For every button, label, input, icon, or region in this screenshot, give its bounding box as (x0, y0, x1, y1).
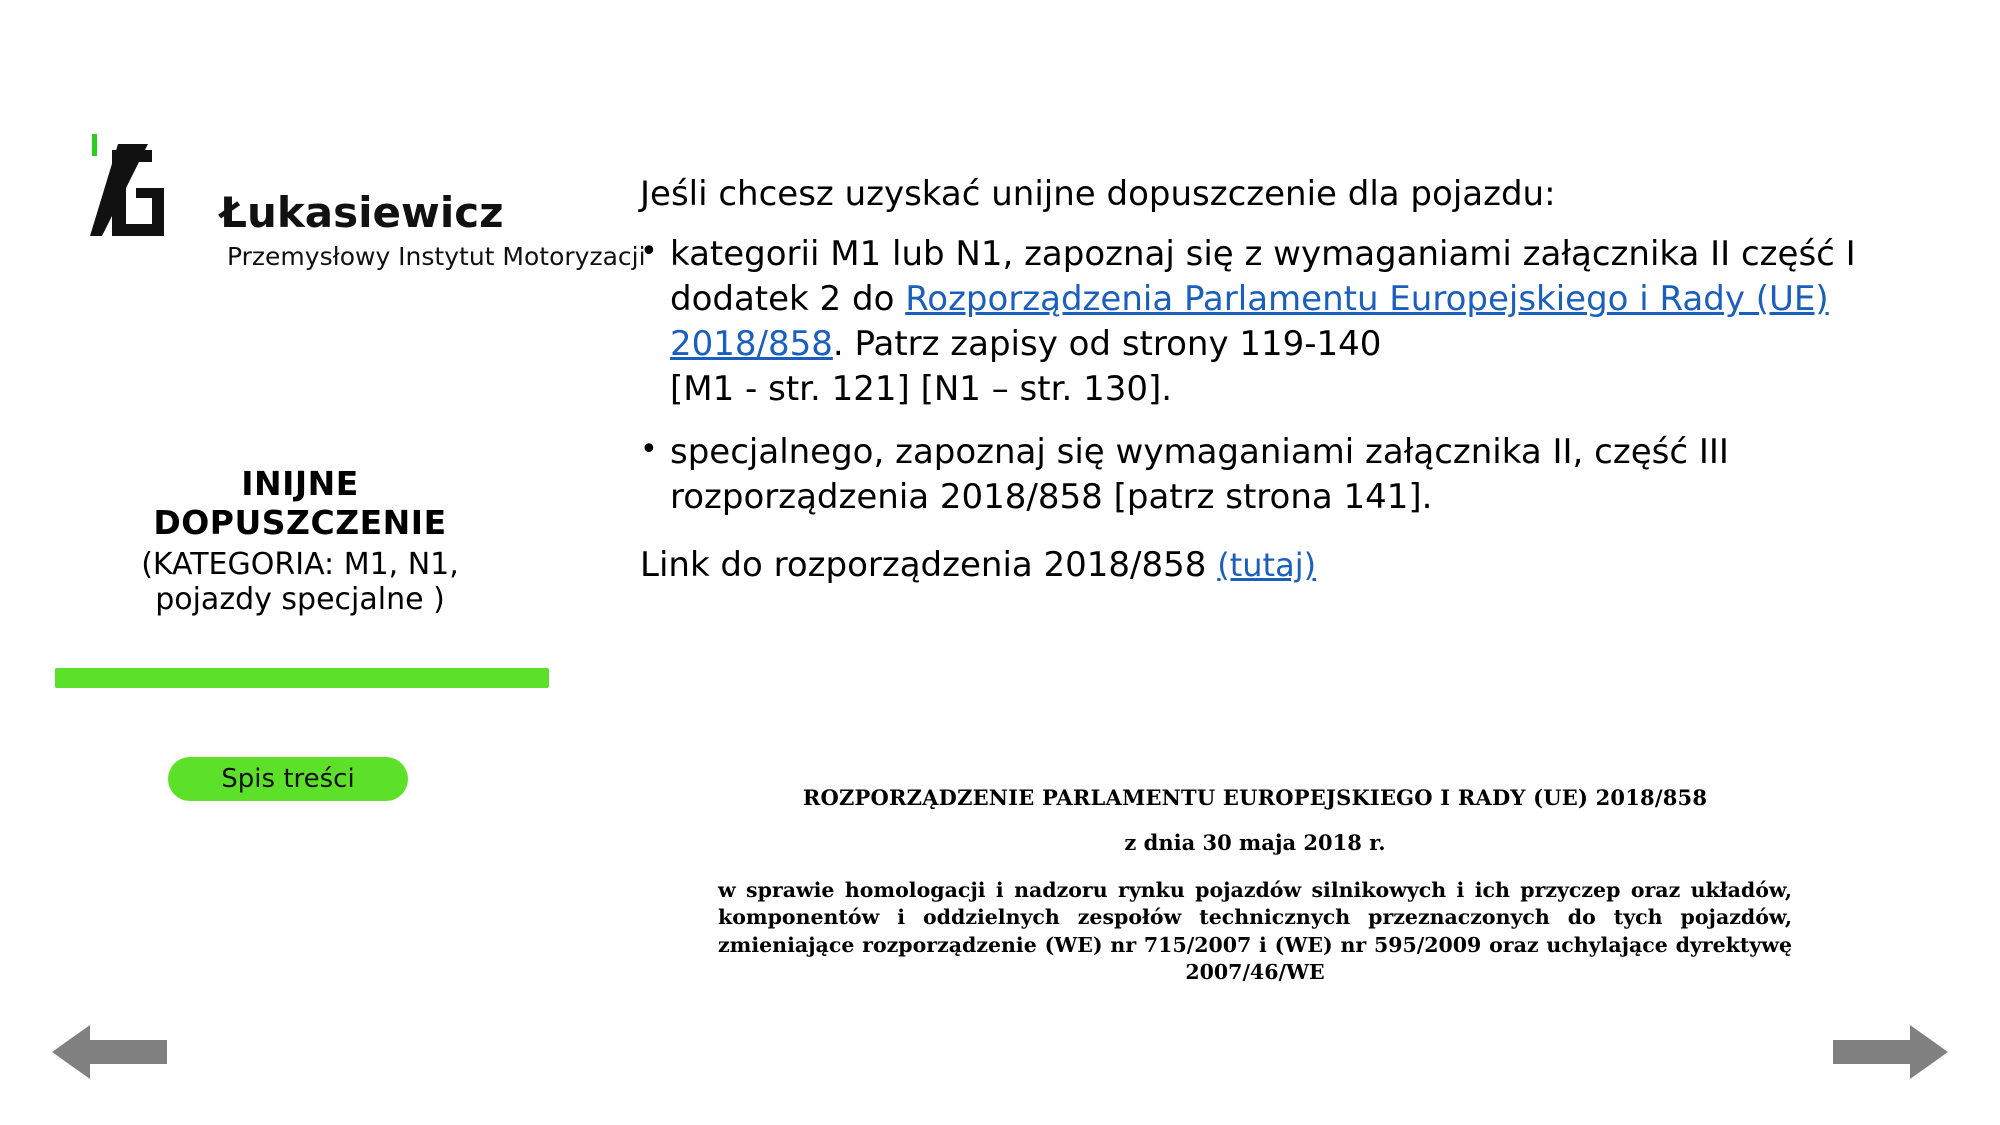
regulation-excerpt-image (690, 785, 1820, 986)
bullet-1-part3: [M1 - str. 121] [N1 – str. 130]. (670, 368, 1173, 409)
left-column (0, 0, 646, 1125)
regulation-link-line (640, 543, 1910, 587)
bullet-item-1-text (670, 232, 1910, 412)
regulation-link-prefix: Link do rozporządzenia 2018/858 (640, 545, 1218, 586)
title-sub-line2: pojazdy specjalne ) (155, 582, 445, 618)
logo-wordmark: Łukasiewicz (220, 188, 504, 237)
regulation-excerpt-title: ROZPORZĄDZENIE PARLAMENTU EUROPEJSKIEGO I RADY (UE) 2018/858 (802, 785, 1708, 810)
arrow-left-icon[interactable] (52, 1021, 167, 1083)
title-subtitle (40, 547, 560, 618)
bullet-item-2-text: specjalnego, zapoznaj się wymaganiami załącznika II, część III rozporządzenia 2018/858 [patrz strona 141]. (670, 431, 1729, 517)
regulation-excerpt-body: w sprawie homologacji i nadzoru rynku pojazdów silnikowych i ich przyczep oraz układów, komponentów i oddzielnych zespołów technicznych przeznaczonych do tych pojazdów, zmieniające rozporządzenie (WE) nr 715/2007 i (WE) nr 595/2009 oraz uchylające dyrektywę 2007/46/WE (718, 878, 1792, 984)
title-sub-line1: (KATEGORIA: M1, N1, (141, 546, 459, 582)
arrow-right-icon[interactable] (1833, 1021, 1948, 1083)
title-main-line1: INIJNE (241, 464, 359, 503)
logo-subtitle: Przemysłowy Instytut Motoryzacji (227, 242, 646, 271)
green-divider-bar (55, 668, 549, 688)
bullet-marker-icon: • (640, 431, 658, 467)
bullet-1-part2: . Patrz zapisy od strony 119-140 (832, 323, 1382, 364)
lead-paragraph: Jeśli chcesz uzyskać unijne dopuszczenie dla pojazdu: (640, 174, 1556, 214)
table-of-contents-button[interactable] (168, 757, 408, 801)
bullet-item-1 (640, 232, 1910, 412)
regulation-excerpt-date: z dnia 30 maja 2018 r. (1124, 830, 1386, 855)
regulation-link[interactable]: Rozporządzenia Parlamentu Europejskiego i Rady (UE) 2018/858 (670, 279, 1829, 364)
content-body (640, 172, 1910, 588)
bullet-item-2 (640, 430, 1910, 520)
lukasiewicz-logo-icon (72, 132, 192, 252)
slide-title (40, 465, 560, 618)
organization-logo (72, 132, 646, 271)
bullet-marker-icon: • (640, 234, 658, 270)
table-of-contents-label: Spis treści (221, 764, 355, 794)
right-column (630, 0, 1970, 1125)
title-main (40, 465, 560, 543)
tutaj-link[interactable]: (tutaj) (1217, 546, 1317, 585)
bullet-1-part1: kategorii M1 lub N1, zapoznaj się z wymaganiami załącznika II część I dodatek 2 do (670, 234, 1856, 320)
title-main-line2: DOPUSZCZENIE (153, 502, 447, 542)
